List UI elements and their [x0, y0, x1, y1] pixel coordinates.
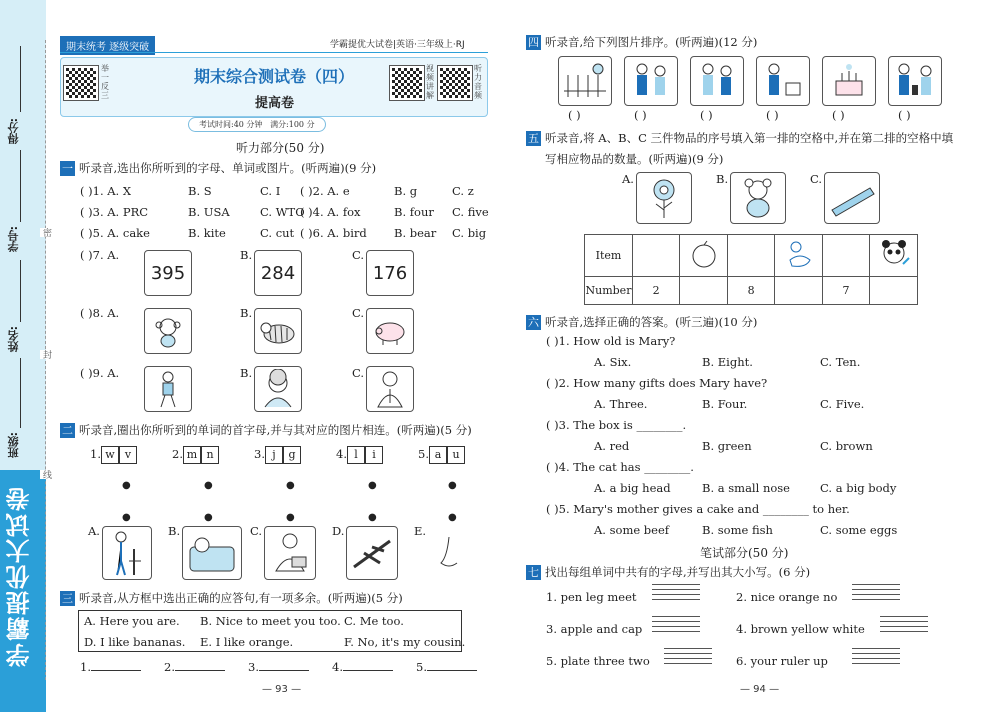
letter-choice[interactable]: m [183, 446, 201, 464]
dot: ● [286, 480, 295, 491]
table-cell[interactable] [632, 235, 679, 277]
dot: ● [368, 480, 377, 491]
table-row [585, 235, 918, 277]
cut-mark: 封 [41, 350, 51, 359]
man-picture [366, 366, 414, 412]
question: ( )4. The cat has ________. [546, 460, 694, 474]
writing-lines[interactable] [852, 584, 900, 604]
option: B. Nice to meet you too. [200, 614, 341, 628]
sitting-picture [102, 526, 152, 580]
word-group: 3. apple and cap [546, 622, 643, 636]
pig-icon [371, 316, 409, 346]
letter-choice[interactable]: n [201, 446, 219, 464]
section-number: 七 [528, 566, 539, 579]
page-number: — 93 — [262, 684, 302, 695]
cut-mark: 线 [41, 470, 51, 479]
letter-choice[interactable]: g [283, 446, 301, 464]
cut-mark: 密 [41, 228, 51, 237]
chair-person-icon [107, 529, 147, 577]
qr-code [64, 66, 98, 100]
writing-lines[interactable] [664, 648, 712, 668]
question-9: ( )9. A. [80, 366, 120, 380]
cake-icon [826, 61, 872, 101]
plane-icon [350, 533, 394, 573]
letter-choice[interactable]: l [347, 446, 365, 464]
option-c: C. some eggs [820, 523, 898, 537]
gift-icon [760, 61, 806, 101]
section-number: 二 [62, 424, 73, 437]
page-number: — 94 — [740, 684, 780, 695]
table-cell[interactable] [727, 235, 774, 277]
ruler-picture [824, 172, 880, 224]
grandma-icon [259, 369, 297, 409]
blank-line[interactable] [259, 670, 309, 671]
question-8: ( )8. A. [80, 306, 120, 320]
flower-icon [644, 176, 684, 220]
order-blank[interactable]: ( ) [700, 108, 713, 122]
table-cell [775, 235, 823, 277]
section-number: 三 [62, 592, 73, 605]
dot: ● [368, 512, 377, 523]
option-c: C. cut [260, 226, 295, 240]
dot: ● [122, 512, 131, 523]
dot: ● [448, 512, 457, 523]
option-c: C. a big body [820, 481, 897, 495]
table-cell: 8 [727, 277, 774, 305]
blank-number: 4. [332, 660, 343, 674]
flower-picture [636, 172, 692, 224]
panda-icon [877, 236, 911, 272]
answer-blank[interactable] [80, 660, 141, 674]
option-b: B. USA [188, 205, 230, 219]
option-c: C. WTO [260, 205, 305, 219]
pic-label: C. [250, 524, 263, 538]
name-label: 姓名: [7, 326, 20, 353]
writing-lines[interactable] [880, 616, 928, 636]
letter-choice[interactable]: v [119, 446, 137, 464]
cut-line [45, 40, 46, 680]
section-5-title-cont: 写相应物品的数量。(听两遍)(9 分) [545, 152, 724, 166]
header-tag: 期末统考 逐级突破 [60, 36, 155, 55]
group-number: 3. [254, 447, 265, 461]
number-text: 284 [260, 262, 296, 284]
order-blank[interactable]: ( ) [568, 108, 581, 122]
section-text: 听录音,圈出你所听到的单词的首字母,并与其对应的图片相连。(听两遍)(5 分) [79, 423, 472, 437]
people-icon [628, 61, 674, 101]
monkey-icon [150, 313, 186, 349]
option: F. No, it's my cousin. [344, 635, 466, 649]
option-c: C. Ten. [820, 355, 861, 369]
dot: ● [448, 480, 457, 491]
option-b: B. four [394, 205, 434, 219]
scene-picture [690, 56, 744, 106]
doctor-icon [270, 531, 310, 575]
dot: ● [122, 480, 131, 491]
letter-group [418, 446, 465, 464]
blank-number: 5. [416, 660, 427, 674]
section-number: 四 [528, 36, 539, 49]
qr-label: 听力音频 [474, 64, 482, 100]
blank-number: 2. [164, 660, 175, 674]
section-7-title [526, 564, 810, 580]
letter-choice[interactable]: a [429, 446, 447, 464]
option-c: C. five [452, 205, 489, 219]
table-cell [680, 235, 728, 277]
word-group: 4. brown yellow white [736, 622, 865, 636]
page-title: 期末综合测试卷（四） [194, 67, 355, 86]
option-c: C. brown [820, 439, 873, 453]
score-label: 得分: [7, 118, 20, 145]
grandma-picture [254, 366, 302, 412]
id-label: 学号: [7, 226, 20, 253]
question: ( )3. The box is ________. [546, 418, 687, 432]
writing-lines[interactable] [852, 648, 900, 668]
section-text: 听录音,从方框中选出正确的应答句,有一项多余。(听两遍)(5 分) [79, 591, 403, 605]
man-icon [373, 369, 407, 409]
full-score: 满分:100 分 [270, 120, 315, 129]
plane-picture [346, 526, 398, 580]
table-cell[interactable] [822, 235, 869, 277]
option-b: B. [240, 248, 253, 262]
table-cell [870, 235, 918, 277]
teddy-bear-icon [736, 176, 780, 220]
order-blank[interactable]: ( ) [766, 108, 779, 122]
option: D. I like bananas. [84, 635, 186, 649]
boy-picture [144, 366, 192, 412]
monkey-picture [144, 308, 192, 354]
letter-group [254, 446, 301, 464]
pic-label: B. [716, 172, 729, 186]
pic-label: A. [88, 524, 100, 538]
scene-picture [558, 56, 612, 106]
table-cell: 7 [822, 277, 869, 305]
question: ( )2. A. e [300, 184, 350, 198]
section-4-title [526, 34, 757, 50]
option: E. I like orange. [200, 635, 294, 649]
option-b: B. [240, 366, 253, 380]
section-number: 六 [528, 316, 539, 329]
number-card [144, 250, 192, 296]
header-rule [60, 52, 488, 53]
option-b: B. green [702, 439, 752, 453]
nose-picture [428, 526, 472, 580]
letter-choice[interactable]: j [265, 446, 283, 464]
section-1-title [60, 160, 376, 176]
sleeping-picture [182, 526, 242, 580]
letter-group [90, 446, 137, 464]
qr-code [390, 66, 424, 100]
pic-label: E. [414, 524, 427, 538]
letter-choice[interactable]: i [365, 446, 383, 464]
option: C. Me too. [344, 614, 404, 628]
writing-lines[interactable] [652, 584, 700, 604]
option-c: C. Five. [820, 397, 865, 411]
table-header: Number [585, 277, 633, 305]
qr-code [438, 66, 472, 100]
order-blank[interactable]: ( ) [832, 108, 845, 122]
order-blank[interactable]: ( ) [634, 108, 647, 122]
nose-icon [435, 533, 465, 573]
blank-number: 3. [248, 660, 259, 674]
group-number: 2. [172, 447, 183, 461]
exam-time: 考试时间:40 分钟 [199, 120, 263, 129]
question: ( )5. Mary's mother gives a cake and ________ to her. [546, 502, 850, 516]
family-icon [892, 61, 938, 101]
option-b: B. Four. [702, 397, 748, 411]
tiger-picture [254, 308, 302, 354]
option-a: A. some beef [594, 523, 670, 537]
table-cell[interactable] [775, 277, 823, 305]
word-group: 2. nice orange no [736, 590, 838, 604]
orange-icon [689, 238, 719, 270]
doctor-picture [264, 526, 316, 580]
scene-picture [624, 56, 678, 106]
item-table [584, 234, 918, 305]
blank-line[interactable] [175, 670, 225, 671]
option: A. Here you are. [84, 614, 180, 628]
dot: ● [286, 512, 295, 523]
pic-label: A. [622, 172, 634, 186]
question: ( )5. A. cake [80, 226, 150, 240]
pig-picture [366, 308, 414, 354]
letter-choice[interactable]: w [101, 446, 119, 464]
blank-number: 1. [80, 660, 91, 674]
number-card [366, 250, 414, 296]
bed-icon [186, 531, 238, 575]
option-b: B. S [188, 184, 212, 198]
name-line [20, 260, 21, 322]
pic-label: D. [332, 524, 345, 538]
class-label: 班级: [7, 432, 20, 459]
word-group: 6. your ruler up [736, 654, 828, 668]
question: ( )4. A. fox [300, 205, 361, 219]
option-a: A. red [594, 439, 630, 453]
table-cell[interactable] [870, 277, 918, 305]
section-number: 五 [528, 132, 539, 145]
number-text: 176 [372, 262, 408, 284]
answer-blank[interactable] [332, 660, 393, 674]
pic-label: C. [810, 172, 823, 186]
option-b: B. bear [394, 226, 437, 240]
option-a: A. Three. [594, 397, 648, 411]
option-b: B. some fish [702, 523, 773, 537]
series-label: 学霸提优大试卷|英语·三年级上·RJ [330, 40, 465, 50]
option-c: C. [352, 366, 365, 380]
option-a: A. Six. [594, 355, 632, 369]
class-line [20, 358, 21, 428]
id-line [20, 150, 21, 222]
option-a: A. a big head [594, 481, 671, 495]
question: ( )6. A. bird [300, 226, 367, 240]
listening-heading: 听力部分(50 分) [236, 141, 325, 155]
word-group: 5. plate three two [546, 654, 650, 668]
answer-blank[interactable] [416, 660, 477, 674]
meta-pill [188, 117, 326, 132]
letter-choice[interactable]: u [447, 446, 465, 464]
letter-group [172, 446, 219, 464]
section-text: 听录音,给下列图片排序。(听两遍)(12 分) [545, 35, 758, 49]
number-card [254, 250, 302, 296]
dot: ● [204, 512, 213, 523]
option-b: B. g [394, 184, 418, 198]
section-text: 听录音,将 A、B、C 三件物品的序号填入第一排的空格中,并在第二排的空格中填 [545, 131, 954, 145]
word-group: 1. pen leg meet [546, 590, 637, 604]
table-row [585, 277, 918, 305]
section-number: 一 [62, 162, 73, 175]
option-c: C. [352, 306, 365, 320]
blank-line[interactable] [91, 670, 141, 671]
section-5-title [526, 130, 953, 146]
scene-picture [756, 56, 810, 106]
number-text: 395 [150, 262, 186, 284]
dot: ● [204, 480, 213, 491]
tiger-icon [259, 314, 297, 348]
fence-icon [562, 61, 608, 101]
ruler-icon [828, 178, 876, 218]
pic-label: B. [168, 524, 181, 538]
qr-label: 视频讲解 [426, 64, 434, 100]
qr-label: 举一反三 [101, 64, 109, 100]
option-b: B. Eight. [702, 355, 753, 369]
option-c: C. z [452, 184, 474, 198]
option-b: B. kite [188, 226, 226, 240]
question: ( )1. How old is Mary? [546, 334, 676, 348]
page-subtitle: 提高卷 [255, 96, 295, 111]
duck-icon [784, 238, 814, 270]
option-c: C. big [452, 226, 487, 240]
people-icon [694, 61, 740, 101]
question: ( )3. A. PRC [80, 205, 149, 219]
writing-heading: 笔试部分(50 分) [700, 546, 789, 560]
table-cell[interactable] [680, 277, 728, 305]
option-b: B. a small nose [702, 481, 790, 495]
section-2-title [60, 422, 472, 438]
option-b: B. [240, 306, 253, 320]
score-line [20, 46, 21, 112]
section-text: 听录音,选出你所听到的字母、单词或图片。(听两遍)(9 分) [79, 161, 377, 175]
table-cell: 2 [632, 277, 679, 305]
blank-line[interactable] [427, 670, 477, 671]
section-text: 找出每组单词中共有的字母,并写出其大小写。(6 分) [545, 565, 811, 579]
answer-blank[interactable] [164, 660, 225, 674]
group-number: 5. [418, 447, 429, 461]
scene-picture [822, 56, 876, 106]
section-3-title [60, 590, 403, 606]
question-7: ( )7. A. [80, 248, 120, 262]
option-c: C. I [260, 184, 281, 198]
section-6-title [526, 314, 757, 330]
teddy-picture [730, 172, 786, 224]
blank-line[interactable] [343, 670, 393, 671]
scene-picture [888, 56, 942, 106]
answer-blank[interactable] [248, 660, 309, 674]
vertical-title: 学霸提优大试卷 [6, 485, 34, 667]
boy-icon [153, 369, 183, 409]
question: ( )2. How many gifts does Mary have? [546, 376, 768, 390]
table-header: Item [585, 235, 633, 277]
writing-lines[interactable] [652, 616, 700, 636]
letter-group [336, 446, 383, 464]
option-c: C. [352, 248, 365, 262]
group-number: 4. [336, 447, 347, 461]
group-number: 1. [90, 447, 101, 461]
order-blank[interactable]: ( ) [898, 108, 911, 122]
section-text: 听录音,选择正确的答案。(听三遍)(10 分) [545, 315, 758, 329]
question: ( )1. A. X [80, 184, 132, 198]
